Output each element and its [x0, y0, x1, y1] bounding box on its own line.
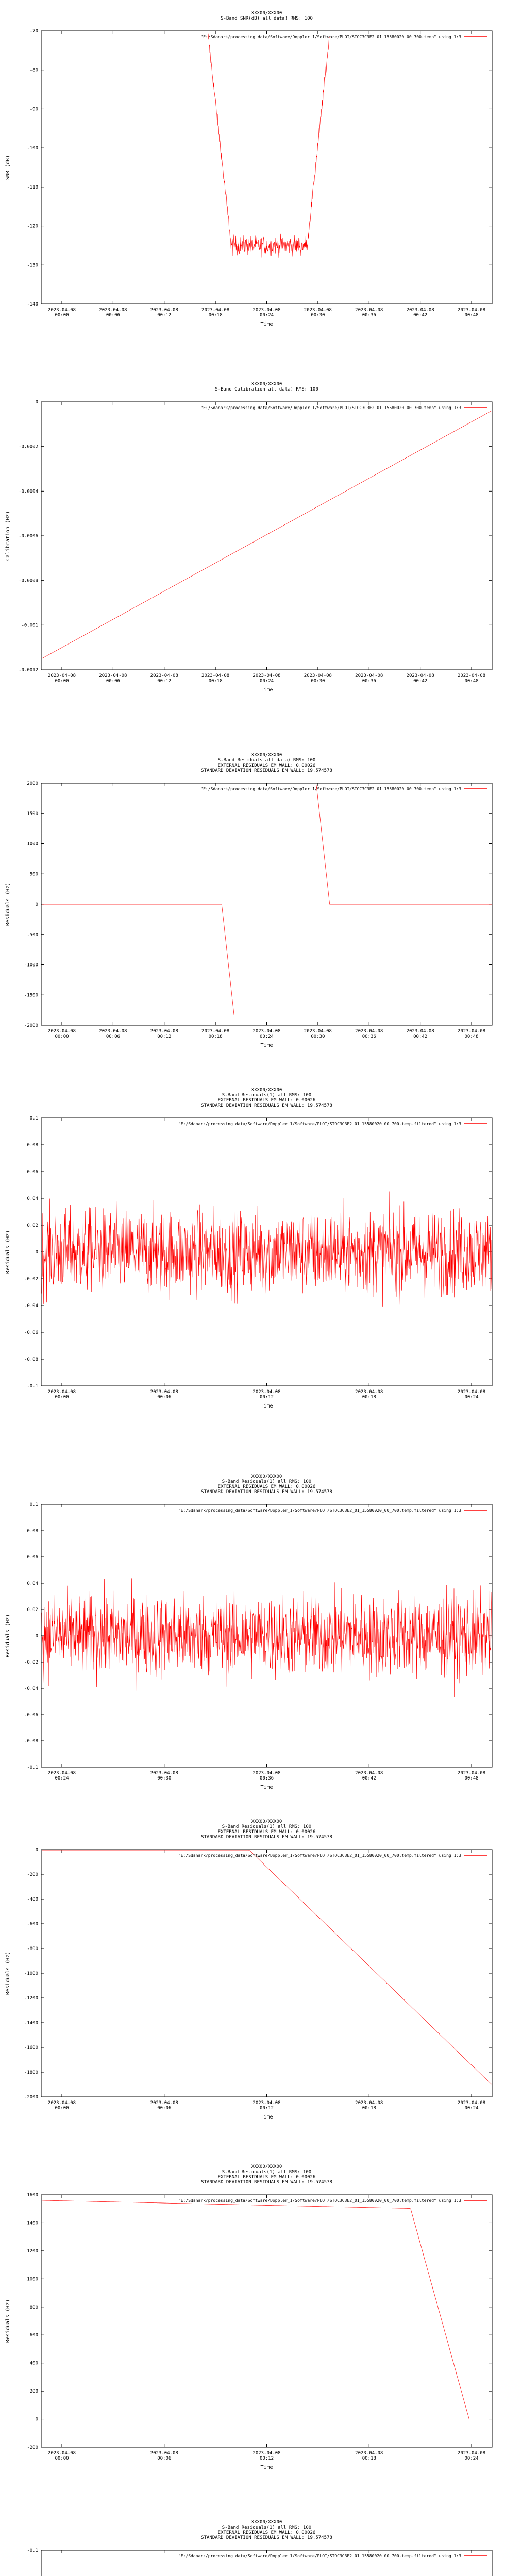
y-axis-label: Residuals (Hz)	[5, 1614, 11, 1658]
x-tick-label: 00:24	[464, 2456, 479, 2461]
x-axis-label: Time	[260, 1043, 273, 1048]
x-tick-label: 00:18	[362, 1395, 376, 1400]
y-tick-label: 200	[29, 2389, 38, 2395]
y-tick-label: 0	[35, 2417, 38, 2422]
y-tick-label: -0.08	[24, 1739, 38, 1744]
x-axis-label: Time	[260, 1403, 273, 1409]
y-tick-label: 0.04	[27, 1196, 38, 1201]
chart-title-line: XXX00/XXX00	[251, 1819, 282, 1824]
legend-label: "E:/Sdanark/processing_data/Software/Doppler_1/Software/PLOT/STOC3C3E2_01_15580020_00_700.temp" using 1:3	[200, 787, 461, 791]
y-tick-label: 500	[29, 872, 38, 877]
x-tick-label: 00:24	[259, 1034, 274, 1039]
x-tick-label: 00:48	[464, 313, 479, 318]
plot-frame	[41, 1850, 492, 2097]
x-tick-label: 00:42	[413, 313, 428, 318]
y-axis-label: Residuals (Hz)	[5, 2299, 11, 2343]
y-tick-label: 2000	[27, 781, 38, 786]
x-tick-label: 00:12	[157, 679, 172, 684]
x-tick-label: 00:06	[106, 313, 120, 318]
x-tick-label: 2023-04-08	[406, 308, 434, 313]
y-tick-label: 0	[35, 1634, 38, 1639]
y-tick-label: 800	[29, 2304, 38, 2310]
x-tick-label: 00:06	[106, 1034, 120, 1039]
legend-label: "E:/Sdanark/processing_data/Software/Doppler_1/Software/PLOT/STOC3C3E2_01_15580020_00_700.temp.filtered" using 1:3	[178, 1122, 461, 1126]
x-tick-label: 00:42	[362, 1776, 376, 1781]
legend-label: "E:/Sdanark/processing_data/Software/Doppler_1/Software/PLOT/STOC3C3E2_01_15580020_00_700.temp.filtered" using 1:3	[178, 2198, 461, 2203]
y-tick-label: -0.06	[24, 1713, 38, 1718]
chart-title-line: STANDARD DEVIATION RESIDUALS EM WALL: 19.574578	[201, 768, 332, 773]
y-tick-label: -0.0012	[19, 668, 38, 673]
y-tick-label: -0.0008	[19, 578, 38, 584]
x-tick-label: 2023-04-08	[252, 673, 281, 679]
x-tick-label: 00:06	[157, 2106, 172, 2111]
chart-title-line: EXTERNAL RESIDUALS EM WALL: 0.00026	[217, 1484, 316, 1489]
x-tick-label: 00:48	[464, 1776, 479, 1781]
x-tick-label: 2023-04-08	[355, 673, 383, 679]
y-tick-label: 0	[35, 400, 38, 405]
x-tick-label: 00:42	[413, 679, 428, 684]
y-tick-label: -200	[27, 2445, 38, 2450]
chart-title-line: S-Band Calibration all data) RMS: 100	[215, 387, 318, 392]
chart-title-line: STANDARD DEVIATION RESIDUALS EM WALL: 19.574578	[201, 1835, 332, 1840]
y-tick-label: -0.1	[27, 2548, 38, 2553]
y-tick-label: -80	[29, 67, 38, 73]
x-tick-label: 2023-04-08	[304, 1029, 332, 1034]
y-tick-label: -130	[27, 263, 38, 268]
x-tick-label: 2023-04-08	[252, 1029, 281, 1034]
y-tick-label: -1800	[24, 2070, 38, 2075]
y-tick-label: -0.04	[24, 1303, 38, 1309]
x-tick-label: 2023-04-08	[457, 1389, 486, 1395]
chart-title-line: S-Band Residuals(1) all RMS: 100	[222, 2525, 312, 2530]
x-tick-label: 00:30	[311, 313, 325, 318]
y-tick-label: 400	[29, 2361, 38, 2366]
x-tick-label: 00:48	[464, 1034, 479, 1039]
chart-panel-4	[5, 1088, 492, 1409]
chart-title-line: EXTERNAL RESIDUALS EM WALL: 0.00026	[217, 1829, 316, 1835]
y-tick-label: -1000	[24, 962, 38, 968]
chart-title-line: XXX00/XXX00	[251, 753, 282, 758]
series-line	[42, 1850, 492, 2084]
y-tick-label: -0.08	[24, 1357, 38, 1362]
x-axis-label: Time	[260, 2114, 273, 2120]
x-tick-label: 00:12	[259, 2456, 274, 2461]
y-axis-label: Residuals (Hz)	[5, 882, 11, 926]
y-tick-label: 0.06	[27, 1555, 38, 1560]
y-tick-label: 1400	[27, 2221, 38, 2226]
y-tick-label: -0.06	[24, 1330, 38, 1335]
y-tick-label: -0.0004	[19, 489, 38, 495]
x-tick-label: 00:18	[208, 1034, 223, 1039]
y-tick-label: 0.02	[27, 1607, 38, 1613]
x-tick-label: 00:30	[157, 1776, 172, 1781]
chart-title-line: STANDARD DEVIATION RESIDUALS EM WALL: 19.574578	[201, 2535, 332, 2540]
x-tick-label: 2023-04-08	[457, 1029, 486, 1034]
y-tick-label: -140	[27, 302, 38, 307]
y-tick-label: -400	[27, 1897, 38, 1902]
chart-title-line: STANDARD DEVIATION RESIDUALS EM WALL: 19.574578	[201, 1103, 332, 1108]
x-tick-label: 00:12	[157, 313, 172, 318]
y-tick-label: -0.0006	[19, 534, 38, 539]
chart-panel-3	[5, 753, 492, 1048]
series-line	[42, 34, 492, 258]
x-tick-label: 2023-04-08	[406, 1029, 434, 1034]
x-tick-label: 00:06	[106, 679, 120, 684]
chart-title-line: XXX00/XXX00	[251, 2520, 282, 2525]
y-tick-label: 0.06	[27, 1170, 38, 1175]
x-tick-label: 2023-04-08	[252, 1771, 281, 1776]
x-tick-label: 2023-04-08	[150, 1771, 178, 1776]
x-tick-label: 2023-04-08	[457, 2100, 486, 2106]
x-tick-label: 2023-04-08	[47, 2451, 76, 2456]
x-tick-label: 2023-04-08	[457, 2451, 486, 2456]
y-tick-label: -110	[27, 184, 38, 190]
chart-title-line: EXTERNAL RESIDUALS EM WALL: 0.00026	[217, 2530, 316, 2535]
x-tick-label: 00:30	[311, 679, 325, 684]
y-tick-label: 1000	[27, 841, 38, 847]
plot-frame	[41, 2195, 492, 2447]
x-tick-label: 00:18	[362, 2456, 376, 2461]
x-tick-label: 2023-04-08	[201, 308, 230, 313]
chart-panel-1	[5, 11, 492, 327]
y-axis-label: SNR (dB)	[5, 155, 11, 180]
x-tick-label: 2023-04-08	[355, 308, 383, 313]
x-tick-label: 00:36	[362, 1034, 376, 1039]
x-tick-label: 00:00	[55, 1395, 69, 1400]
x-tick-label: 2023-04-08	[99, 308, 127, 313]
y-tick-label: 0.1	[29, 1116, 38, 1121]
chart-panel-2	[5, 382, 492, 693]
y-tick-label: 0.02	[27, 1223, 38, 1228]
y-tick-label: -0.02	[24, 1277, 38, 1282]
series-line	[42, 1192, 492, 1307]
x-tick-label: 00:24	[464, 2106, 479, 2111]
x-tick-label: 00:24	[259, 313, 274, 318]
y-tick-label: 0	[35, 902, 38, 907]
chart-title-line: XXX00/XXX00	[251, 11, 282, 16]
x-tick-label: 2023-04-08	[252, 1389, 281, 1395]
y-tick-label: -800	[27, 1946, 38, 1952]
chart-title-line: S-Band Residuals(1) all RMS: 100	[222, 1824, 312, 1829]
y-tick-label: 0.08	[27, 1529, 38, 1534]
series-line	[42, 411, 492, 658]
y-tick-label: -1000	[24, 1971, 38, 1976]
x-tick-label: 2023-04-08	[150, 2100, 178, 2106]
x-tick-label: 00:48	[464, 679, 479, 684]
x-tick-label: 2023-04-08	[355, 1771, 383, 1776]
x-tick-label: 2023-04-08	[457, 308, 486, 313]
y-tick-label: -0.0002	[19, 444, 38, 450]
y-axis-label: Residuals (Hz)	[5, 1230, 11, 1274]
x-tick-label: 00:06	[157, 2456, 172, 2461]
y-tick-label: -100	[27, 146, 38, 151]
x-tick-label: 2023-04-08	[457, 673, 486, 679]
y-tick-label: -2000	[24, 1023, 38, 1028]
y-tick-label: -1600	[24, 2045, 38, 2050]
y-tick-label: 1500	[27, 811, 38, 817]
x-tick-label: 2023-04-08	[252, 308, 281, 313]
chart-title-line: XXX00/XXX00	[251, 1088, 282, 1093]
legend-label: "E:/Sdanark/processing_data/Software/Doppler_1/Software/PLOT/STOC3C3E2_01_15580020_00_700.temp" using 1:3	[200, 35, 461, 39]
x-tick-label: 2023-04-08	[252, 2451, 281, 2456]
y-tick-label: -600	[27, 1922, 38, 1927]
y-tick-label: -0.001	[21, 623, 38, 629]
x-tick-label: 00:42	[413, 1034, 428, 1039]
x-tick-label: 2023-04-08	[47, 1771, 76, 1776]
y-tick-label: 0.08	[27, 1143, 38, 1148]
x-tick-label: 2023-04-08	[150, 673, 178, 679]
y-axis-label: Residuals (Hz)	[5, 1951, 11, 1995]
x-tick-label: 2023-04-08	[150, 2451, 178, 2456]
x-axis-label: Time	[260, 1785, 273, 1790]
x-tick-label: 2023-04-08	[406, 673, 434, 679]
x-tick-label: 2023-04-08	[47, 1389, 76, 1395]
y-tick-label: 1000	[27, 2277, 38, 2282]
legend-label: "E:/Sdanark/processing_data/Software/Doppler_1/Software/PLOT/STOC3C3E2_01_15580020_00_700.temp" using 1:3	[200, 405, 461, 410]
x-tick-label: 2023-04-08	[150, 308, 178, 313]
chart-title-line: STANDARD DEVIATION RESIDUALS EM WALL: 19.574578	[201, 2180, 332, 2185]
y-tick-label: -1400	[24, 2021, 38, 2026]
x-tick-label: 2023-04-08	[201, 673, 230, 679]
x-tick-label: 2023-04-08	[47, 2100, 76, 2106]
series-line	[42, 2200, 492, 2419]
y-tick-label: -70	[29, 29, 38, 34]
plot-frame	[41, 31, 492, 304]
y-tick-label: -90	[29, 107, 38, 112]
x-tick-label: 00:18	[208, 679, 223, 684]
x-tick-label: 00:00	[55, 2456, 69, 2461]
chart-title-line: S-Band Residuals(1) all RMS: 100	[222, 1093, 312, 1098]
y-tick-label: -1200	[24, 1996, 38, 2001]
x-tick-label: 2023-04-08	[150, 1389, 178, 1395]
chart-title-line: XXX00/XXX00	[251, 2164, 282, 2170]
x-tick-label: 2023-04-08	[304, 673, 332, 679]
y-tick-label: -1500	[24, 993, 38, 998]
x-tick-label: 00:12	[259, 2106, 274, 2111]
y-tick-label: -200	[27, 1872, 38, 1877]
plot-frame	[41, 402, 492, 670]
legend-label: "E:/Sdanark/processing_data/Software/Doppler_1/Software/PLOT/STOC3C3E2_01_15580020_00_700.temp.filtered" using 1:3	[178, 2554, 461, 2558]
x-tick-label: 00:06	[157, 1395, 172, 1400]
y-tick-label: -2000	[24, 2095, 38, 2100]
chart-title-line: EXTERNAL RESIDUALS EM WALL: 0.00026	[217, 763, 316, 768]
x-tick-label: 2023-04-08	[201, 1029, 230, 1034]
y-tick-label: -0.04	[24, 1686, 38, 1691]
x-tick-label: 00:00	[55, 1034, 69, 1039]
y-tick-label: 600	[29, 2333, 38, 2338]
x-tick-label: 2023-04-08	[47, 673, 76, 679]
x-axis-label: Time	[260, 2465, 273, 2470]
x-tick-label: 00:00	[55, 2106, 69, 2111]
legend-label: "E:/Sdanark/processing_data/Software/Doppler_1/Software/PLOT/STOC3C3E2_01_15580020_00_700.temp.filtered" using 1:3	[178, 1853, 461, 1858]
x-tick-label: 2023-04-08	[47, 1029, 76, 1034]
y-tick-label: 0.04	[27, 1581, 38, 1586]
chart-title-line: XXX00/XXX00	[251, 382, 282, 387]
x-tick-label: 00:36	[362, 313, 376, 318]
legend-label: "E:/Sdanark/processing_data/Software/Doppler_1/Software/PLOT/STOC3C3E2_01_15580020_00_700.temp.filtered" using 1:3	[178, 1508, 461, 1513]
y-axis-label: Calibration (Hz)	[5, 511, 11, 561]
x-tick-label: 00:18	[362, 2106, 376, 2111]
x-tick-label: 00:36	[259, 1776, 274, 1781]
y-tick-label: 1600	[27, 2193, 38, 2198]
x-tick-label: 00:12	[259, 1395, 274, 1400]
x-tick-label: 00:00	[55, 313, 69, 318]
chart-panel-5	[5, 1474, 492, 1790]
chart-title-line: S-Band Residuals all data) RMS: 100	[217, 758, 316, 763]
x-tick-label: 2023-04-08	[47, 308, 76, 313]
chart-panel-8	[5, 2520, 492, 2576]
x-tick-label: 2023-04-08	[150, 1029, 178, 1034]
x-tick-label: 2023-04-08	[99, 673, 127, 679]
y-tick-label: 0	[35, 1848, 38, 1853]
y-tick-label: -0.1	[27, 1765, 38, 1770]
y-tick-label: 1200	[27, 2248, 38, 2254]
chart-title-line: XXX00/XXX00	[251, 1474, 282, 1479]
y-tick-label: -500	[27, 932, 38, 938]
chart-title-line: EXTERNAL RESIDUALS EM WALL: 0.00026	[217, 1098, 316, 1103]
x-tick-label: 00:24	[55, 1776, 69, 1781]
x-tick-label: 00:36	[362, 679, 376, 684]
y-tick-label: 0	[35, 1250, 38, 1255]
x-tick-label: 2023-04-08	[304, 308, 332, 313]
x-tick-label: 2023-04-08	[355, 1029, 383, 1034]
x-axis-label: Time	[260, 687, 273, 693]
x-tick-label: 2023-04-08	[355, 2100, 383, 2106]
y-tick-label: 0.1	[29, 1502, 38, 1507]
series-line	[42, 1578, 492, 1697]
x-tick-label: 2023-04-08	[99, 1029, 127, 1034]
x-tick-label: 00:18	[208, 313, 223, 318]
chart-panel-6	[5, 1819, 492, 2120]
chart-title-line: S-Band SNR(dB) all data) RMS: 100	[221, 16, 313, 21]
chart-panel-7	[5, 2164, 492, 2470]
x-tick-label: 00:24	[464, 1395, 479, 1400]
x-tick-label: 00:24	[259, 679, 274, 684]
chart-title-line: S-Band Residuals(1) all RMS: 100	[222, 1479, 312, 1484]
chart-title-line: EXTERNAL RESIDUALS EM WALL: 0.00026	[217, 2175, 316, 2180]
chart-title-line: STANDARD DEVIATION RESIDUALS EM WALL: 19.574578	[201, 1489, 332, 1495]
x-tick-label: 2023-04-08	[355, 1389, 383, 1395]
chart-title-line: S-Band Residuals(1) all RMS: 100	[222, 2170, 312, 2175]
series-line	[42, 784, 492, 1015]
y-tick-label: -0.1	[27, 1384, 38, 1389]
x-axis-label: Time	[260, 321, 273, 327]
x-tick-label: 2023-04-08	[355, 2451, 383, 2456]
x-tick-label: 00:12	[157, 1034, 172, 1039]
y-tick-label: -0.02	[24, 1660, 38, 1665]
x-tick-label: 00:00	[55, 679, 69, 684]
x-tick-label: 2023-04-08	[252, 2100, 281, 2106]
y-tick-label: -120	[27, 224, 38, 229]
x-tick-label: 2023-04-08	[457, 1771, 486, 1776]
x-tick-label: 00:30	[311, 1034, 325, 1039]
